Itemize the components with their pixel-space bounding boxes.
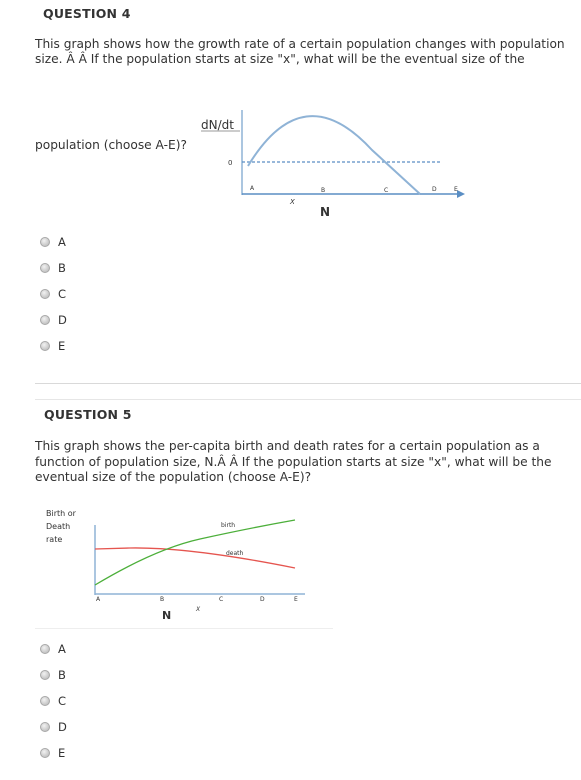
question-4-graph (195, 100, 475, 225)
q4-radio-b[interactable] (40, 263, 50, 273)
q4-option-d[interactable] (40, 313, 67, 327)
q5-birth-curve (95, 520, 295, 585)
q5-graph-ylabel-line2: Death (46, 522, 71, 531)
q5-radio-e[interactable] (40, 748, 50, 758)
q5-point-B: B (160, 596, 165, 603)
q4-option-c[interactable] (40, 287, 66, 301)
q4-radio-c[interactable] (40, 289, 50, 299)
q5-death-label: death (226, 550, 244, 557)
question-4-text-line3: population (choose A-E)? (35, 138, 187, 152)
q4-option-label: B (58, 261, 66, 275)
q5-option-c[interactable] (40, 694, 66, 708)
q4-point-C: C (384, 187, 389, 194)
q4-graph-zero-label: 0 (228, 159, 233, 167)
q5-option-label: B (58, 668, 66, 682)
graph-separator (35, 628, 333, 629)
question-5-title: QUESTION 5 (44, 407, 132, 422)
q4-graph-ylabel: dN/dt (201, 118, 234, 132)
q5-birth-label: birth (221, 522, 236, 529)
q4-growth-curve (248, 116, 420, 194)
q5-point-A: A (96, 596, 101, 603)
q4-option-e[interactable] (40, 339, 65, 353)
q4-radio-e[interactable] (40, 341, 50, 351)
q5-graph-ylabel-line3: rate (46, 535, 63, 544)
q5-option-label: E (58, 746, 66, 760)
q5-point-D: D (260, 596, 265, 603)
q4-option-label: C (58, 287, 67, 301)
q5-death-curve (95, 548, 295, 568)
q5-option-label: C (58, 694, 67, 708)
question-4-text-line1: This graph shows how the growth rate of a certain population changes with population (35, 37, 565, 51)
q5-radio-a[interactable] (40, 644, 50, 654)
question-separator (35, 383, 581, 384)
q4-option-label: D (58, 313, 67, 327)
q5-x-marker: X (196, 606, 201, 613)
question-5-text-line2: function of population size, N.Â Â If the population starts at size "x", what will be the (35, 455, 552, 469)
question-5-graph (40, 505, 340, 630)
q4-option-label: A (58, 235, 66, 249)
q4-graph-xlabel: N (320, 205, 331, 219)
q5-option-e[interactable] (40, 746, 65, 760)
question-separator (35, 399, 581, 400)
q5-point-E: E (294, 596, 298, 603)
q4-option-label: E (58, 339, 66, 353)
question-4-title: QUESTION 4 (43, 6, 131, 21)
q4-point-B: B (321, 187, 326, 194)
q4-point-A: A (250, 185, 255, 192)
q5-option-label: D (58, 720, 67, 734)
q4-x-marker: X (290, 198, 295, 206)
q5-point-C: C (219, 596, 224, 603)
q4-point-E: E (454, 186, 458, 193)
question-5-text-line3: eventual size of the population (choose A-E)? (35, 470, 312, 484)
q5-radio-c[interactable] (40, 696, 50, 706)
q5-radio-d[interactable] (40, 722, 50, 732)
q5-radio-b[interactable] (40, 670, 50, 680)
q4-radio-d[interactable] (40, 315, 50, 325)
q4-point-D: D (432, 186, 437, 193)
q4-option-b[interactable] (40, 261, 66, 275)
q5-option-label: A (58, 642, 66, 656)
q5-option-b[interactable] (40, 668, 66, 682)
q5-option-d[interactable] (40, 720, 67, 734)
q5-graph-xlabel: N (162, 609, 172, 622)
question-5-text-line1: This graph shows the per-capita birth and death rates for a certain population as a (35, 439, 540, 453)
q4-x-axis-arrow (457, 190, 465, 198)
q4-radio-a[interactable] (40, 237, 50, 247)
q4-option-a[interactable] (40, 235, 66, 249)
question-4-text-line2: size. Â Â If the population starts at size "x", what will be the eventual size of the (35, 52, 525, 66)
q5-option-a[interactable] (40, 642, 66, 656)
q5-graph-ylabel-line1: Birth or (46, 509, 76, 518)
